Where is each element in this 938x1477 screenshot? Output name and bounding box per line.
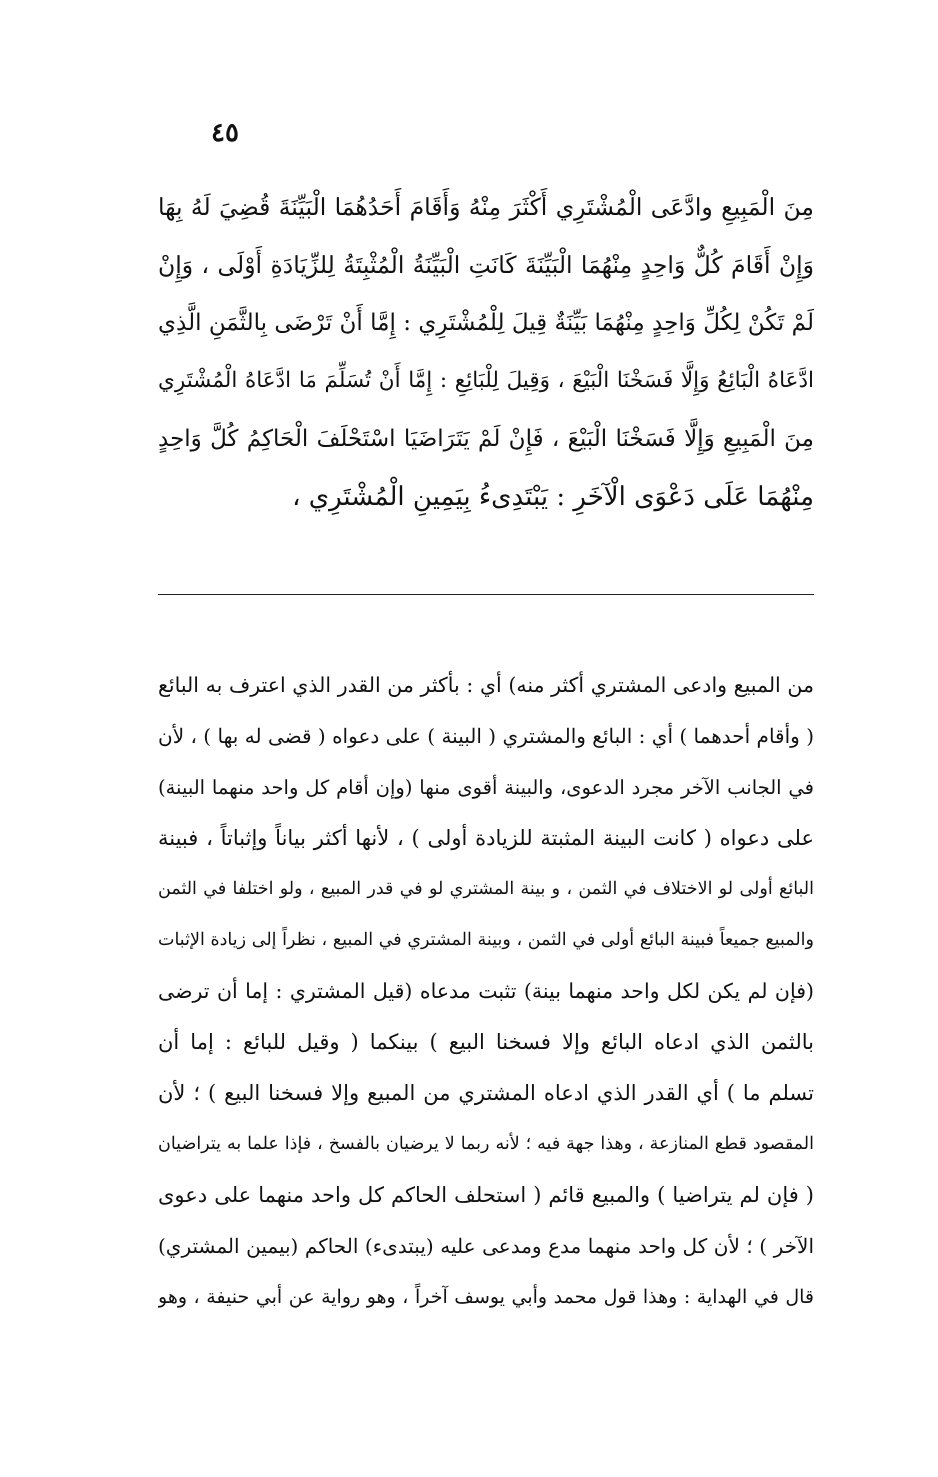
page-number: ٤٥ xyxy=(211,118,239,148)
commentary-line: ( وأقام أحدهما ) أي : البائع والمشتري ( البينة ) على دعواه ( قضى له بها ) ، لأن xyxy=(158,724,814,748)
main-text-line: مِنْهُمَا عَلَى دَعْوَى الْآخَرِ : يَبْتَدِىءُ بِيَمِينِ الْمُشْتَرِي ، xyxy=(292,482,814,512)
commentary-line: ( فإن لم يتراضيا ) والمبيع قائم ( استحلف الحاكم كل واحد منهما على دعوى xyxy=(158,1183,814,1207)
main-text-block xyxy=(158,178,814,526)
commentary-line: بالثمن الذي ادعاه البائع وإلا فسخنا البيع ) بينكما ( وقيل للبائع : إما أن xyxy=(158,1030,814,1054)
main-text-line: وَإِنْ أَقَامَ كُلٌّ وَاحِدٍ مِنْهُمَا الْبَيِّنَةَ كَانَتِ الْبَيِّنَةُ الْمُثْبِتَةُ لِلزِّيَادَةِ أَوْلَى ، وَإِنْ xyxy=(158,251,814,279)
commentary-line: قال في الهداية : وهذا قول محمد وأبي يوسف آخراً ، وهو رواية عن أبي حنيفة ، وهو xyxy=(158,1286,814,1308)
commentary-line: الآخر ) ؛ لأن كل واحد منهما مدع ومدعى عليه (يبتدىء) الحاكم (بيمين المشتري) xyxy=(158,1234,814,1258)
commentary-line: في الجانب الآخر مجرد الدعوى، والبينة أقوى منها (وإن أقام كل واحد منهما البينة) xyxy=(158,776,814,799)
commentary-line: من المبيع وادعى المشتري أكثر منه) أي : بأكثر من القدر الذي اعترف به البائع xyxy=(158,673,814,697)
main-text-line: لَمْ تَكُنْ لِكُلِّ وَاحِدٍ مِنْهُمَا بَيِّنَةٌ قِيلَ لِلْمُشْتَرِي : إِمَّا أَنْ تَرْضَى بِالثَّمَنِ الَّذِي xyxy=(158,310,814,336)
commentary-line: البائع أولى لو الاختلاف في الثمن ، و بينة المشتري لو في قدر المبيع ، ولو اختلفا في الثمن xyxy=(158,879,814,899)
commentary-block xyxy=(158,660,814,1323)
commentary-line: تسلم ما ) أي القدر الذي ادعاه المشتري من المبيع وإلا فسخنا البيع ) ؛ لأن xyxy=(158,1081,814,1105)
main-text-line: مِنَ الْمَبِيعِ وَإِلَّا فَسَخْنَا الْبَيْعَ ، فَإِنْ لَمْ يَتَرَاضَيَا اسْتَحْلَفَ الْحَاكِمُ كُلَّ وَاحِدٍ xyxy=(158,426,814,452)
commentary-line: والمبيع جميعاً فبينة البائع أولى في الثمن ، وبينة المشتري في المبيع ، نظراً إلى زيادة الإثبات xyxy=(158,930,814,950)
section-divider xyxy=(158,594,814,595)
main-text-line: مِنَ الْمَبِيعِ وادَّعَى الْمُشْتَرِي أَكْثَرَ مِنْهُ وَأَقَامَ أَحَدُهُمَا الْبَيِّنَةَ قُضِيَ لَهُ بِهَا xyxy=(158,193,814,221)
commentary-line: (فإن لم يكن لكل واحد منهما بينة) تثبت مدعاه (قيل المشتري : إما أن ترضى xyxy=(158,979,814,1003)
commentary-line: المقصود قطع المنازعة ، وهذا جهة فيه ؛ لأنه ربما لا يرضيان بالفسخ ، فإذا علما به يتراضيان xyxy=(158,1134,814,1154)
main-text-line: ادَّعَاهُ الْبَائِعُ وَإِلَّا فَسَخْنَا الْبَيْعَ ، وَقِيلَ لِلْبَائِعِ : إِمَّا أَنْ تُسَلِّمَ مَا ادَّعَاهُ الْمُشْتَرِي xyxy=(158,368,814,393)
commentary-line: على دعواه ( كانت البينة المثبتة للزيادة أولى ) ، لأنها أكثر بياناً وإثباتاً ، فبينة xyxy=(158,826,814,850)
